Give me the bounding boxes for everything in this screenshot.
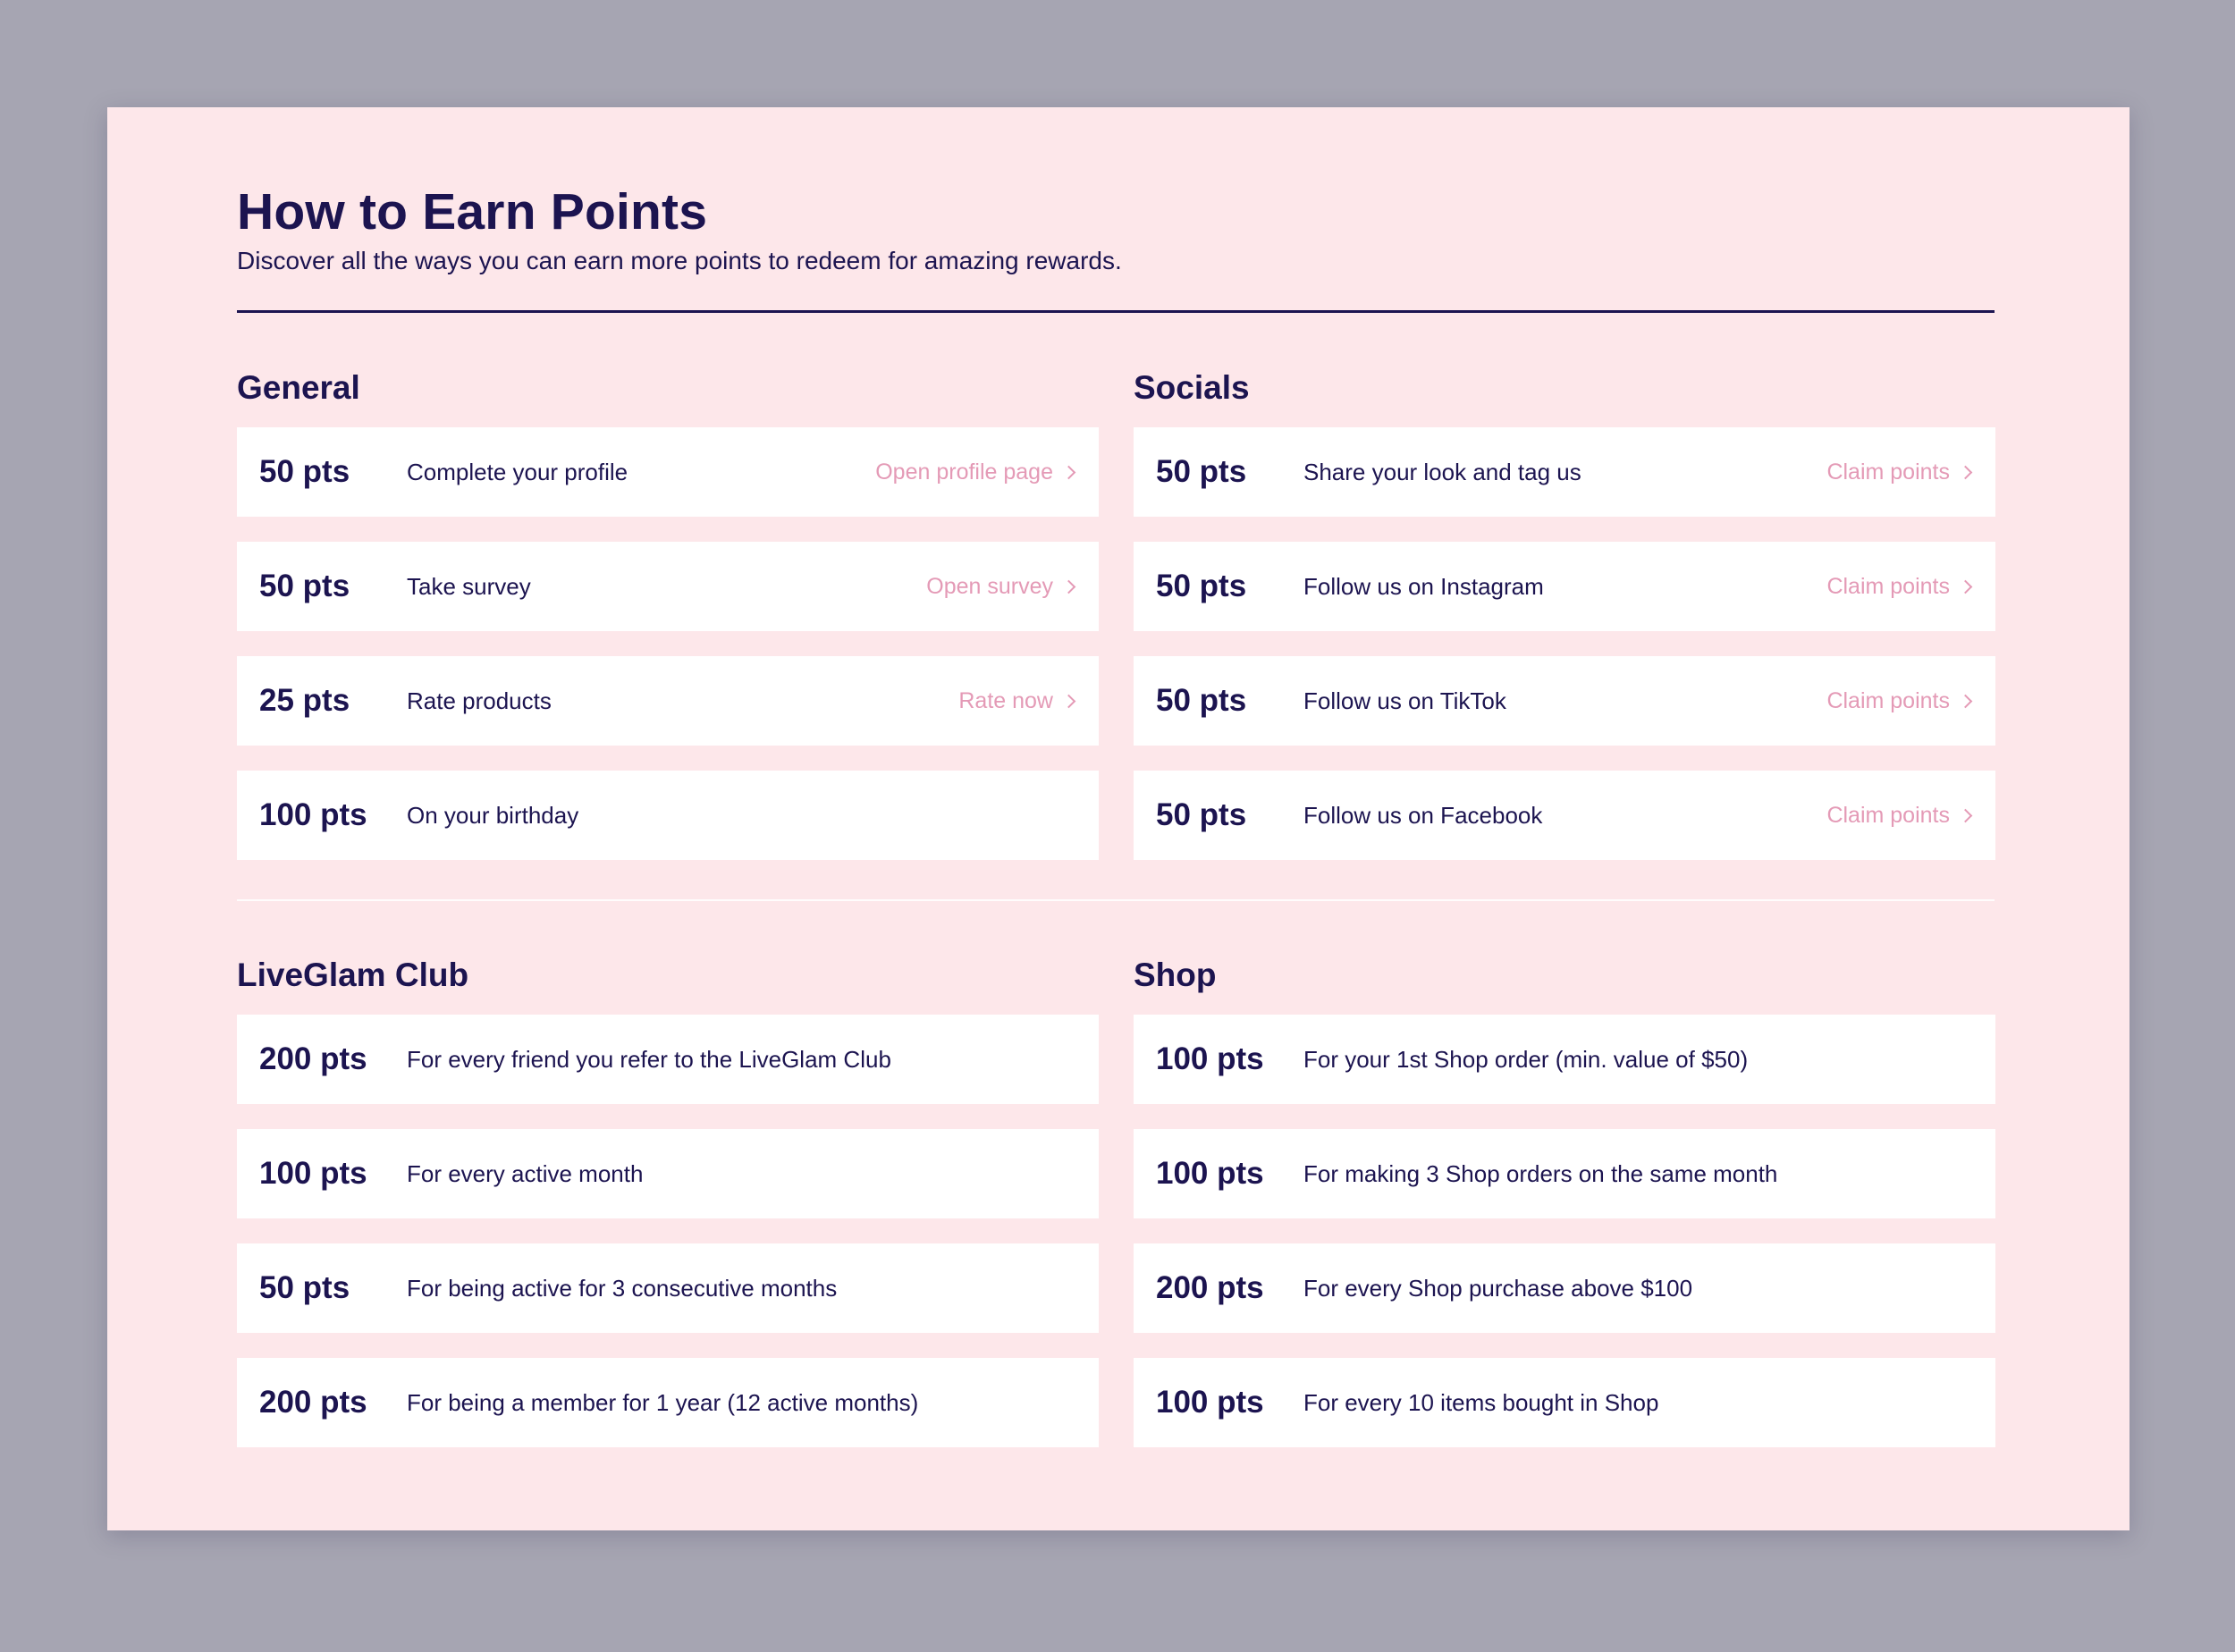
earn-description: Rate products xyxy=(407,687,552,714)
earn-row xyxy=(237,656,1099,746)
earn-row xyxy=(1134,1243,1995,1333)
action-link-label: Claim points xyxy=(1826,459,1950,485)
points-value: 100 pts xyxy=(1156,1041,1264,1076)
action-link[interactable] xyxy=(1826,574,1970,600)
earn-list xyxy=(1134,427,1995,860)
points-value: 50 pts xyxy=(1156,454,1247,489)
earn-list xyxy=(237,1015,1099,1447)
points-value: 100 pts xyxy=(259,797,367,832)
chevron-right-icon xyxy=(1062,580,1076,594)
chevron-right-icon xyxy=(1959,580,1973,594)
action-link-label: Rate now xyxy=(958,687,1053,713)
section-general xyxy=(237,367,1099,860)
earn-description: Follow us on TikTok xyxy=(1303,687,1506,714)
section-socials xyxy=(1134,367,1995,860)
points-value: 200 pts xyxy=(259,1385,367,1420)
points-value: 50 pts xyxy=(259,454,350,489)
earn-list xyxy=(237,427,1099,860)
earn-description: Follow us on Instagram xyxy=(1303,572,1544,600)
points-value: 50 pts xyxy=(1156,683,1247,718)
earn-row xyxy=(1134,542,1995,631)
chevron-right-icon xyxy=(1959,695,1973,709)
earn-description: For every 10 items bought in Shop xyxy=(1303,1388,1659,1416)
section-title: General xyxy=(237,369,360,406)
action-link[interactable] xyxy=(1826,688,1970,714)
points-value: 25 pts xyxy=(259,683,350,718)
earn-row xyxy=(237,1358,1099,1447)
earn-description: For being active for 3 consecutive months xyxy=(407,1274,838,1302)
points-value: 100 pts xyxy=(1156,1385,1264,1420)
page-title: How to Earn Points xyxy=(237,183,708,240)
earn-description: For making 3 Shop orders on the same month xyxy=(1303,1159,1778,1187)
action-link-label: Open survey xyxy=(926,573,1053,599)
action-link-label: Claim points xyxy=(1826,573,1950,599)
chevron-right-icon xyxy=(1959,466,1973,480)
earn-row xyxy=(237,1015,1099,1104)
action-link-label: Open profile page xyxy=(875,459,1053,485)
earn-row xyxy=(237,427,1099,517)
section-liveglam-club xyxy=(237,954,1099,1447)
earn-row xyxy=(1134,656,1995,746)
action-link[interactable] xyxy=(958,688,1074,714)
section-divider xyxy=(237,899,1995,901)
earn-description: For every active month xyxy=(407,1159,644,1187)
earn-row xyxy=(237,542,1099,631)
earn-description: For being a member for 1 year (12 active months) xyxy=(407,1388,919,1416)
earn-list xyxy=(1134,1015,1995,1447)
earn-description: For every Shop purchase above $100 xyxy=(1303,1274,1693,1302)
action-link[interactable] xyxy=(875,459,1074,485)
points-value: 200 pts xyxy=(259,1041,367,1076)
earn-points-panel xyxy=(107,107,2130,1530)
action-link[interactable] xyxy=(1826,459,1970,485)
chevron-right-icon xyxy=(1062,695,1076,709)
points-value: 50 pts xyxy=(1156,569,1247,603)
points-value: 200 pts xyxy=(1156,1270,1264,1305)
points-value: 100 pts xyxy=(1156,1156,1264,1191)
earn-description: Complete your profile xyxy=(407,458,628,485)
earn-description: Follow us on Facebook xyxy=(1303,801,1543,829)
points-value: 100 pts xyxy=(259,1156,367,1191)
header-divider xyxy=(237,310,1995,313)
earn-row xyxy=(237,1243,1099,1333)
section-shop xyxy=(1134,954,1995,1447)
chevron-right-icon xyxy=(1062,466,1076,480)
section-title: LiveGlam Club xyxy=(237,957,469,993)
earn-row xyxy=(237,1129,1099,1218)
earn-row xyxy=(1134,1129,1995,1218)
earn-row xyxy=(237,771,1099,860)
action-link[interactable] xyxy=(1826,803,1970,829)
earn-description: Take survey xyxy=(407,572,531,600)
action-link-label: Claim points xyxy=(1826,802,1950,828)
earn-description: For every friend you refer to the LiveGlam Club xyxy=(407,1045,891,1073)
earn-description: On your birthday xyxy=(407,801,579,829)
action-link[interactable] xyxy=(926,574,1074,600)
earn-description: Share your look and tag us xyxy=(1303,458,1581,485)
action-link-label: Claim points xyxy=(1826,687,1950,713)
section-title: Shop xyxy=(1134,957,1217,993)
points-value: 50 pts xyxy=(259,569,350,603)
page-subtitle: Discover all the ways you can earn more points to redeem for amazing rewards. xyxy=(237,247,1122,274)
earn-row xyxy=(1134,1015,1995,1104)
points-value: 50 pts xyxy=(259,1270,350,1305)
chevron-right-icon xyxy=(1959,809,1973,823)
section-title: Socials xyxy=(1134,369,1250,406)
earn-row xyxy=(1134,771,1995,860)
earn-description: For your 1st Shop order (min. value of $50) xyxy=(1303,1045,1749,1073)
earn-row xyxy=(1134,1358,1995,1447)
earn-row xyxy=(1134,427,1995,517)
points-value: 50 pts xyxy=(1156,797,1247,832)
